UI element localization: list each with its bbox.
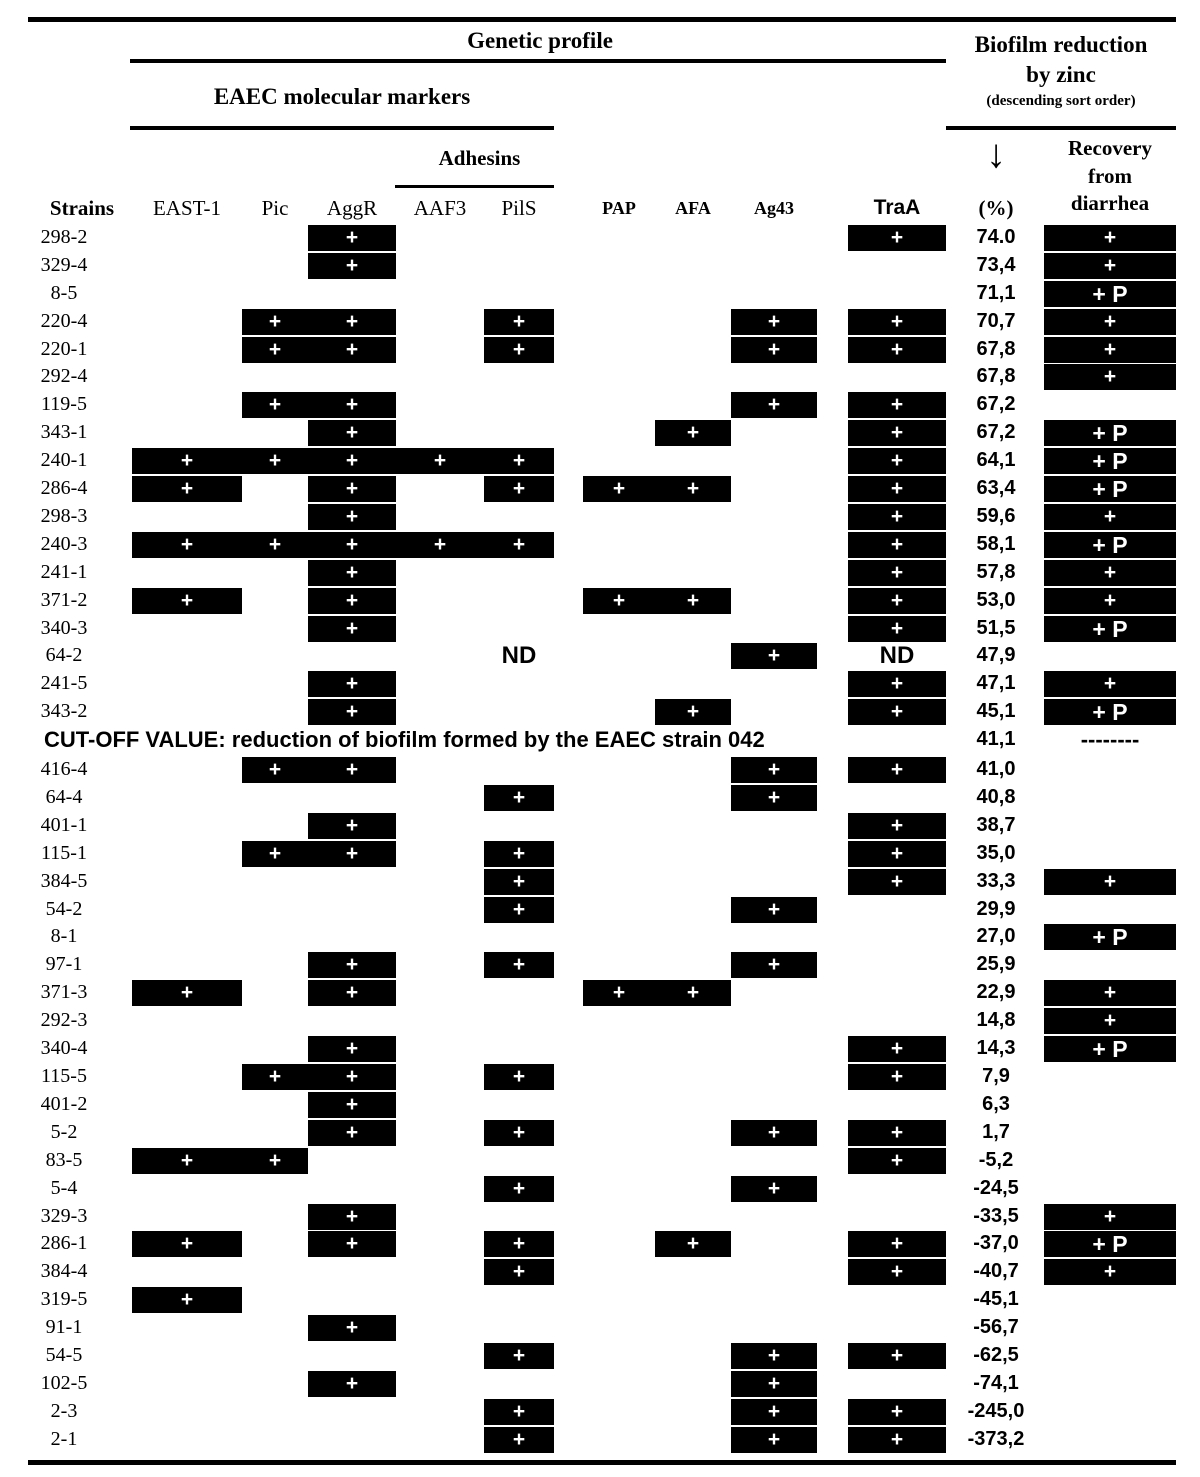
marker-cell-pils: + <box>484 1343 554 1369</box>
marker-cell-aggr: + <box>308 337 396 363</box>
marker-cell-aggr: + <box>308 1231 396 1257</box>
marker-cell-traa: + <box>848 1343 946 1369</box>
marker-cell-pils: + <box>484 532 554 558</box>
genetic-profile-rule <box>130 59 946 63</box>
biofilm-reduction-value: 14,3 <box>976 1037 1016 1059</box>
arrow-down-icon: ↓ <box>986 132 1006 176</box>
biofilm-reduction-value: 57,8 <box>976 561 1016 583</box>
biofilm-reduction-value: 47,9 <box>976 644 1016 666</box>
recovery-cell: + <box>1044 869 1176 895</box>
marker-cell-aggr: + <box>308 699 396 725</box>
recovery-cell: + P <box>1044 448 1176 474</box>
marker-cell-aggr: + <box>308 392 396 418</box>
marker-cell-pils: + <box>484 1231 554 1257</box>
marker-cell-pils: + <box>484 448 554 474</box>
col-pct: (%) <box>978 196 1014 220</box>
recovery-cell: + P <box>1044 532 1176 558</box>
marker-cell-pils: + <box>484 1120 554 1146</box>
strain-label: 2-3 <box>50 1400 78 1422</box>
marker-cell-aggr: + <box>308 309 396 335</box>
biofilm-reduction-value: 22,9 <box>976 981 1016 1003</box>
marker-cell-pils: + <box>484 476 554 502</box>
strain-label: 240-3 <box>40 533 88 555</box>
marker-cell-pils: + <box>484 1176 554 1202</box>
biofilm-reduction-value: 33,3 <box>976 870 1016 892</box>
marker-cell-aggr: + <box>308 420 396 446</box>
biofilm-reduction-value: -45,1 <box>973 1288 1019 1310</box>
strain-label: 401-2 <box>40 1093 88 1115</box>
biofilm-heading-line2: by zinc <box>1026 62 1096 87</box>
strain-label: 97-1 <box>45 953 83 975</box>
marker-cell-aggr: + <box>308 616 396 642</box>
marker-cell-afa: + <box>655 1231 731 1257</box>
strain-label: 292-4 <box>40 365 88 387</box>
marker-cell-aaf3: + <box>396 448 484 474</box>
strain-label: 416-4 <box>40 758 88 780</box>
marker-cell-aggr: + <box>308 560 396 586</box>
strain-label: 241-5 <box>40 672 88 694</box>
recovery-cell: + <box>1044 671 1176 697</box>
marker-cell-ag43: + <box>731 1427 817 1453</box>
strain-label: 298-2 <box>40 226 88 248</box>
marker-cell-traa: + <box>848 869 946 895</box>
col-ag43: Ag43 <box>754 198 794 218</box>
col-aggr: AggR <box>326 196 378 220</box>
strain-label: 286-1 <box>40 1232 88 1254</box>
biofilm-reduction-value: 71,1 <box>976 282 1016 304</box>
marker-cell-east1: + <box>132 1287 242 1313</box>
marker-cell-aggr: + <box>308 952 396 978</box>
strain-label: 2-1 <box>50 1428 78 1450</box>
recovery-cell: + <box>1044 504 1176 530</box>
recovery-cell: + <box>1044 588 1176 614</box>
strain-label: 220-1 <box>40 338 88 360</box>
strain-label: 240-1 <box>40 449 88 471</box>
biofilm-reduction-value: -5,2 <box>978 1149 1014 1171</box>
nd-label: ND <box>879 642 915 669</box>
biofilm-reduction-value: 6,3 <box>982 1093 1010 1115</box>
marker-cell-aggr: + <box>308 588 396 614</box>
marker-cell-pic: + <box>242 1148 308 1174</box>
marker-cell-east1: + <box>132 448 242 474</box>
marker-cell-pils: + <box>484 869 554 895</box>
marker-cell-traa: + <box>848 1036 946 1062</box>
marker-cell-traa: + <box>848 392 946 418</box>
recovery-cell: + <box>1044 1259 1176 1285</box>
marker-cell-traa: + <box>848 1399 946 1425</box>
marker-cell-aggr: + <box>308 253 396 279</box>
marker-cell-ag43: + <box>731 392 817 418</box>
marker-cell-ag43: + <box>731 309 817 335</box>
recovery-cell: + P <box>1044 1231 1176 1257</box>
marker-cell-traa: + <box>848 225 946 251</box>
marker-cell-aaf3: + <box>396 532 484 558</box>
marker-cell-ag43: + <box>731 952 817 978</box>
marker-cell-traa: + <box>848 560 946 586</box>
marker-cell-aggr: + <box>308 1036 396 1062</box>
adhesins-heading: Adhesins <box>438 146 521 170</box>
marker-cell-afa: + <box>655 420 731 446</box>
strain-label: 298-3 <box>40 505 88 527</box>
col-strains: Strains <box>49 196 115 220</box>
biofilm-reduction-value: 47,1 <box>976 672 1016 694</box>
marker-cell-pils: + <box>484 1399 554 1425</box>
marker-cell-east1: + <box>132 476 242 502</box>
strain-label: 241-1 <box>40 561 88 583</box>
marker-cell-pils: + <box>484 1259 554 1285</box>
marker-cell-east1: + <box>132 1231 242 1257</box>
biofilm-reduction-value: 45,1 <box>976 700 1016 722</box>
marker-cell-traa: + <box>848 1231 946 1257</box>
cutoff-label: CUT-OFF VALUE: reduction of biofilm formed by the EAEC strain 042 <box>44 727 765 752</box>
marker-cell-pic: + <box>242 392 308 418</box>
biofilm-reduction-value: -40,7 <box>973 1260 1019 1282</box>
biofilm-reduction-value: 67,2 <box>976 421 1016 443</box>
marker-cell-ag43: + <box>731 785 817 811</box>
marker-cell-afa: + <box>655 476 731 502</box>
marker-cell-ag43: + <box>731 1120 817 1146</box>
marker-cell-pic: + <box>242 1064 308 1090</box>
marker-cell-east1: + <box>132 980 242 1006</box>
biofilm-reduction-value: 73,4 <box>976 254 1016 276</box>
recovery-cell: + P <box>1044 699 1176 725</box>
marker-cell-traa: + <box>848 841 946 867</box>
strain-label: 343-2 <box>40 700 88 722</box>
recovery-cell: + P <box>1044 616 1176 642</box>
marker-cell-afa: + <box>655 699 731 725</box>
nd-label: ND <box>501 642 537 669</box>
marker-cell-aggr: + <box>308 980 396 1006</box>
col-afa: AFA <box>675 198 711 218</box>
marker-cell-ag43: + <box>731 643 817 669</box>
marker-cell-pic: + <box>242 337 308 363</box>
marker-cell-aggr: + <box>308 532 396 558</box>
recovery-cell: + <box>1044 1204 1176 1230</box>
recovery-cell: + P <box>1044 924 1176 950</box>
marker-cell-pic: + <box>242 448 308 474</box>
biofilm-reduction-value: 70,7 <box>976 310 1016 332</box>
strain-label: 64-4 <box>45 786 83 808</box>
marker-cell-traa: + <box>848 532 946 558</box>
biofilm-reduction-value: -62,5 <box>973 1344 1019 1366</box>
strain-label: 401-1 <box>40 814 88 836</box>
strain-label: 115-5 <box>41 1065 87 1087</box>
biofilm-reduction-value: -33,5 <box>973 1205 1019 1227</box>
marker-cell-east1: + <box>132 532 242 558</box>
marker-cell-traa: + <box>848 813 946 839</box>
marker-cell-aggr: + <box>308 448 396 474</box>
biofilm-reduction-value: 14,8 <box>976 1009 1016 1031</box>
biofilm-reduction-value: 53,0 <box>976 589 1016 611</box>
marker-cell-afa: + <box>655 588 731 614</box>
strain-label: 54-5 <box>45 1344 83 1366</box>
recovery-cell: + <box>1044 253 1176 279</box>
eaec-markers-heading: EAEC molecular markers <box>213 84 471 109</box>
recovery-cell: + <box>1044 364 1176 390</box>
recovery-cell: + P <box>1044 1036 1176 1062</box>
marker-cell-aggr: + <box>308 1371 396 1397</box>
strain-label: 340-3 <box>40 617 88 639</box>
biofilm-reduction-value: 64,1 <box>976 449 1016 471</box>
recovery-cell: + P <box>1044 476 1176 502</box>
marker-cell-afa: + <box>655 980 731 1006</box>
marker-cell-pils: + <box>484 897 554 923</box>
marker-cell-traa: + <box>848 448 946 474</box>
marker-cell-traa: + <box>848 1064 946 1090</box>
marker-cell-traa: + <box>848 671 946 697</box>
biofilm-reduction-value: 67,8 <box>976 338 1016 360</box>
col-traa: TraA <box>873 196 921 219</box>
recovery-cell: + <box>1044 225 1176 251</box>
cutoff-value: 41,1 <box>976 728 1016 750</box>
marker-cell-pils: + <box>484 309 554 335</box>
biofilm-reduction-value: -373,2 <box>967 1428 1025 1450</box>
biofilm-reduction-value: 74.0 <box>976 226 1016 248</box>
marker-cell-aggr: + <box>308 1315 396 1341</box>
marker-cell-aggr: + <box>308 225 396 251</box>
strain-label: 384-4 <box>40 1260 88 1282</box>
strain-label: 371-3 <box>40 981 88 1003</box>
biofilm-reduction-value: 41,0 <box>976 758 1016 780</box>
biofilm-rule <box>946 126 1176 130</box>
marker-cell-traa: + <box>848 476 946 502</box>
biofilm-reduction-value: -245,0 <box>967 1400 1025 1422</box>
marker-cell-pils: + <box>484 841 554 867</box>
eaec-markers-rule <box>130 126 554 130</box>
strain-label: 286-4 <box>40 477 88 499</box>
marker-cell-aggr: + <box>308 476 396 502</box>
strain-label: 384-5 <box>40 870 88 892</box>
marker-cell-pils: + <box>484 952 554 978</box>
marker-cell-ag43: + <box>731 897 817 923</box>
marker-cell-pic: + <box>242 309 308 335</box>
marker-cell-pap: + <box>583 588 655 614</box>
top-rule <box>28 17 1176 22</box>
marker-cell-traa: + <box>848 1120 946 1146</box>
marker-cell-ag43: + <box>731 1343 817 1369</box>
marker-cell-traa: + <box>848 1148 946 1174</box>
col-east1: EAST-1 <box>152 196 222 220</box>
marker-cell-ag43: + <box>731 1399 817 1425</box>
biofilm-reduction-value: 7,9 <box>982 1065 1010 1087</box>
marker-cell-ag43: + <box>731 1371 817 1397</box>
recovery-cell: + <box>1044 560 1176 586</box>
biofilm-reduction-value: 40,8 <box>976 786 1016 808</box>
strain-label: 83-5 <box>45 1149 83 1171</box>
strain-label: 5-2 <box>50 1121 78 1143</box>
marker-cell-aggr: + <box>308 1204 396 1230</box>
genetic-profile-heading: Genetic profile <box>467 28 613 53</box>
strain-label: 119-5 <box>41 393 87 415</box>
marker-cell-aggr: + <box>308 1064 396 1090</box>
biofilm-reduction-value: 59,6 <box>976 505 1016 527</box>
marker-cell-traa: + <box>848 504 946 530</box>
biofilm-reduction-value: -37,0 <box>973 1232 1019 1254</box>
strain-label: 340-4 <box>40 1037 88 1059</box>
strain-label: 102-5 <box>40 1372 88 1394</box>
biofilm-reduction-value: -56,7 <box>973 1316 1019 1338</box>
biofilm-reduction-value: 27,0 <box>976 925 1016 947</box>
biofilm-reduction-value: 58,1 <box>976 533 1016 555</box>
marker-cell-traa: + <box>848 616 946 642</box>
recovery-cell: + <box>1044 1008 1176 1034</box>
biofilm-reduction-value: 51,5 <box>976 617 1016 639</box>
marker-cell-pic: + <box>242 532 308 558</box>
col-pils: PilS <box>501 196 537 220</box>
strain-label: 292-3 <box>40 1009 88 1031</box>
recovery-heading-line3: diarrhea <box>1070 191 1150 215</box>
recovery-cell: + P <box>1044 420 1176 446</box>
marker-cell-traa: + <box>848 699 946 725</box>
strain-label: 115-1 <box>41 842 87 864</box>
adhesins-rule <box>395 185 554 188</box>
col-aaf3: AAF3 <box>413 196 467 220</box>
strain-label: 329-4 <box>40 254 88 276</box>
strain-label: 343-1 <box>40 421 88 443</box>
cutoff-recovery-dashes: -------- <box>1080 727 1140 752</box>
recovery-cell: + <box>1044 337 1176 363</box>
biofilm-sort-note: (descending sort order) <box>986 93 1136 109</box>
marker-cell-traa: + <box>848 309 946 335</box>
marker-cell-aggr: + <box>308 504 396 530</box>
recovery-heading-line1: Recovery <box>1068 136 1152 160</box>
strain-label: 329-3 <box>40 1205 88 1227</box>
strain-label: 220-4 <box>40 310 88 332</box>
marker-cell-aggr: + <box>308 1092 396 1118</box>
recovery-heading-line2: from <box>1088 164 1132 188</box>
strain-label: 8-5 <box>50 282 78 304</box>
marker-cell-traa: + <box>848 757 946 783</box>
strain-label: 5-4 <box>50 1177 78 1199</box>
strain-label: 91-1 <box>45 1316 83 1338</box>
marker-cell-pic: + <box>242 841 308 867</box>
marker-cell-aggr: + <box>308 671 396 697</box>
recovery-cell: + P <box>1044 281 1176 307</box>
marker-cell-ag43: + <box>731 757 817 783</box>
marker-cell-pils: + <box>484 1427 554 1453</box>
marker-cell-east1: + <box>132 588 242 614</box>
strain-label: 319-5 <box>40 1288 88 1310</box>
col-pic: Pic <box>261 196 289 220</box>
biofilm-reduction-value: 25,9 <box>976 953 1016 975</box>
marker-cell-traa: + <box>848 1259 946 1285</box>
biofilm-heading-line1: Biofilm reduction <box>974 32 1148 57</box>
marker-cell-traa: + <box>848 588 946 614</box>
strain-label: 64-2 <box>45 644 83 666</box>
marker-cell-aggr: + <box>308 1120 396 1146</box>
marker-cell-pils: + <box>484 785 554 811</box>
biofilm-reduction-value: -24,5 <box>973 1177 1019 1199</box>
recovery-cell: + <box>1044 980 1176 1006</box>
biofilm-reduction-value: 29,9 <box>976 898 1016 920</box>
col-pap: PAP <box>602 198 636 218</box>
strain-label: 8-1 <box>50 925 78 947</box>
marker-cell-pap: + <box>583 980 655 1006</box>
marker-cell-pic: + <box>242 757 308 783</box>
marker-cell-pils: + <box>484 337 554 363</box>
strain-label: 54-2 <box>45 898 83 920</box>
biofilm-reduction-value: 1,7 <box>982 1121 1010 1143</box>
marker-cell-traa: + <box>848 337 946 363</box>
biofilm-reduction-value: 35,0 <box>976 842 1016 864</box>
marker-cell-ag43: + <box>731 1176 817 1202</box>
marker-cell-traa: + <box>848 420 946 446</box>
marker-cell-traa: + <box>848 1427 946 1453</box>
marker-cell-aggr: + <box>308 813 396 839</box>
marker-cell-aggr: + <box>308 841 396 867</box>
biofilm-reduction-value: -74,1 <box>973 1372 1019 1394</box>
strain-label: 371-2 <box>40 589 88 611</box>
marker-cell-pils: + <box>484 1064 554 1090</box>
marker-cell-ag43: + <box>731 337 817 363</box>
marker-cell-pap: + <box>583 476 655 502</box>
biofilm-reduction-value: 38,7 <box>976 814 1016 836</box>
biofilm-reduction-value: 67,2 <box>976 393 1016 415</box>
marker-cell-east1: + <box>132 1148 242 1174</box>
bottom-rule <box>28 1460 1176 1465</box>
biofilm-reduction-value: 67,8 <box>976 365 1016 387</box>
biofilm-reduction-value: 63,4 <box>976 477 1016 499</box>
recovery-cell: + <box>1044 309 1176 335</box>
marker-cell-aggr: + <box>308 757 396 783</box>
